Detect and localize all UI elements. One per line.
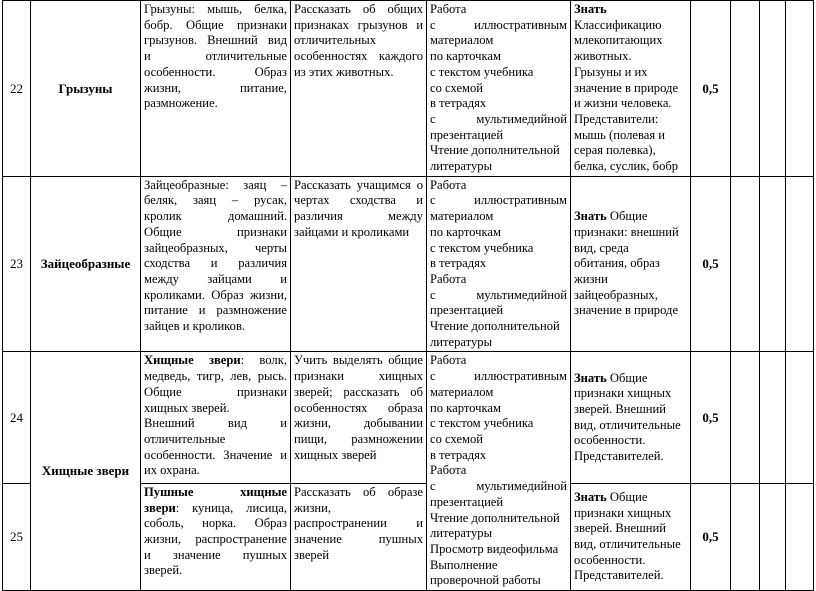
empty-cell <box>760 1 786 177</box>
lesson-goal <box>291 176 427 352</box>
content-line: зверей. <box>144 563 183 578</box>
goal-line: Рассказать учащимся о <box>294 177 423 192</box>
content-line: и значение пушных <box>144 547 287 562</box>
goal-line: пищи, размножении <box>294 431 423 446</box>
work-line: с иллюстративным <box>430 369 567 384</box>
work-line: презентацией <box>430 494 504 509</box>
work-line: материалом <box>430 384 494 399</box>
empty-cell <box>731 483 760 590</box>
goal-line: Рассказать об общих <box>294 2 423 16</box>
know-line: белка, суслик, бобр <box>574 159 679 174</box>
know-line: Общие <box>606 489 648 504</box>
work-line: презентацией <box>430 127 504 142</box>
content-line: Общие признаки <box>144 384 287 399</box>
work-line: с иллюстративным <box>430 17 567 32</box>
know-line: признаки хищных <box>574 505 672 520</box>
work-line: Работа <box>430 271 467 286</box>
knowledge-requirements <box>571 483 691 590</box>
work-line: Чтение дополнительной <box>430 510 560 525</box>
empty-cell <box>731 352 760 483</box>
work-line: Работа <box>430 177 467 192</box>
empty-cell <box>760 483 786 590</box>
work-forms <box>427 352 571 591</box>
work-line: Чтение дополнительной <box>430 143 560 158</box>
know-line: вид, отличительные <box>574 536 681 551</box>
goal-line: распространении и <box>294 516 423 531</box>
lesson-number: 23 <box>3 176 31 352</box>
content-line: Внешний вид и <box>144 416 287 431</box>
work-line: с мультимедийной <box>430 287 567 302</box>
work-line: со схемой <box>430 80 484 95</box>
work-line: презентацией <box>430 303 504 318</box>
lesson-topic: Грызуны <box>31 1 141 177</box>
lesson-topic: Хищные звери <box>31 352 141 591</box>
work-line: с текстом учебника <box>430 240 534 255</box>
know-line: и жизни человека. <box>574 96 672 111</box>
know-line: признаки хищных <box>574 386 672 401</box>
know-line: млекопитающих <box>574 33 663 48</box>
content-label: Хищные звери <box>144 353 241 368</box>
content-line: : куница, лисица, <box>175 500 287 515</box>
know-label: Знать <box>574 2 607 16</box>
lesson-goal <box>291 352 427 483</box>
content-line: их охрана. <box>144 463 200 478</box>
work-line: материалом <box>430 209 494 224</box>
work-line: в тетрадях <box>430 96 487 111</box>
work-line: по карточкам <box>430 400 501 415</box>
goal-line: особенностях каждого <box>294 49 423 64</box>
work-line: в тетрадях <box>430 256 487 271</box>
know-line: Представители: <box>574 111 659 126</box>
score: 0,5 <box>691 1 731 177</box>
empty-cell <box>786 176 814 352</box>
content-line: : волк, <box>240 353 287 368</box>
goal-line: зайцами и кроликами <box>294 224 410 239</box>
work-line: Работа <box>430 463 467 478</box>
goal-line: Учить выделять общие <box>294 353 423 368</box>
content-line: размножение. <box>144 96 218 111</box>
empty-cell <box>760 352 786 483</box>
work-line: литературы <box>430 526 493 541</box>
goal-line: признаках грызунов и <box>294 17 423 32</box>
empty-cell <box>731 176 760 352</box>
empty-cell <box>760 176 786 352</box>
work-line: литературы <box>430 334 493 349</box>
goal-line: Рассказать об образе <box>294 484 423 499</box>
content-line: питание и размножение <box>144 303 287 318</box>
know-line: особенности. <box>574 433 646 448</box>
know-line: вид, отличительные <box>574 417 681 432</box>
work-line: Работа <box>430 2 467 16</box>
goal-line: из этих животных. <box>294 64 394 79</box>
lesson-number: 24 <box>3 352 31 483</box>
empty-cell <box>731 1 760 177</box>
goal-line: хищных зверей <box>294 447 377 462</box>
content-line: зайцеобразных, черты <box>144 240 287 255</box>
work-line: по карточкам <box>430 224 501 239</box>
empty-cell <box>786 352 814 483</box>
content-line: жизни, питание, <box>144 80 287 95</box>
content-line: кролик домашний. <box>144 209 287 224</box>
know-label: Знать <box>574 489 607 504</box>
work-line: с иллюстративным <box>430 193 567 208</box>
know-line: жизни <box>574 271 608 286</box>
content-line: бобр. Общие признаки <box>144 17 287 32</box>
knowledge-requirements <box>571 1 691 177</box>
content-line: медведь, тигр, лев, рысь. <box>144 369 287 384</box>
work-line: Работа <box>430 353 467 368</box>
content-line: Зайцеобразные: заяц – <box>144 177 287 192</box>
know-line: Общие <box>606 370 648 385</box>
lesson-content <box>141 176 291 352</box>
know-line: зверей. Внешний <box>574 401 667 416</box>
lesson-plan-table <box>2 0 814 591</box>
work-line: с мультимедийной <box>430 479 567 494</box>
know-line: Представителей. <box>574 449 664 464</box>
work-forms <box>427 176 571 352</box>
know-line: значение в природе <box>574 80 679 95</box>
know-line: признаки: внешний <box>574 224 679 239</box>
know-line: серая полевка), <box>574 143 656 158</box>
goal-line: зверей <box>294 547 330 562</box>
goal-line: различия между <box>294 209 423 224</box>
know-line: вид, среда <box>574 240 629 255</box>
know-line: зайцеобразных, <box>574 287 658 302</box>
lesson-content <box>141 483 291 590</box>
content-line: грызунов. Внешний вид <box>144 33 287 48</box>
content-line: соболь, норка. Образ <box>144 516 287 531</box>
goal-line: жизни, добывании <box>294 416 423 431</box>
content-line: беляк, заяц – русак, <box>144 193 287 208</box>
content-line: Общие признаки <box>144 224 287 239</box>
content-line: хищных зверей. <box>144 400 230 415</box>
content-line: Грызуны: мышь, белка, <box>144 2 287 16</box>
lesson-number: 22 <box>3 1 31 177</box>
know-label: Знать <box>574 209 607 224</box>
score: 0,5 <box>691 352 731 483</box>
content-line: между зайцами и <box>144 271 287 286</box>
goal-line: чертах сходства и <box>294 193 423 208</box>
lesson-number: 25 <box>3 483 31 590</box>
work-line: с текстом учебника <box>430 64 534 79</box>
empty-cell <box>786 1 814 177</box>
know-line: Грызуны и их <box>574 64 648 79</box>
content-label: Пушные хищные <box>144 484 287 499</box>
work-line: с текстом учебника <box>430 416 534 431</box>
work-line: литературы <box>430 159 493 174</box>
content-label: звери <box>144 500 176 515</box>
content-line: сходства и различия <box>144 256 287 271</box>
know-line: значение в природе <box>574 303 679 318</box>
know-line: Представителей. <box>574 568 664 583</box>
work-forms <box>427 1 571 177</box>
score: 0,5 <box>691 176 731 352</box>
work-line: материалом <box>430 33 494 48</box>
content-line: зайцев и кроликов. <box>144 319 246 334</box>
work-line: Выполнение <box>430 557 498 572</box>
content-line: отличительные <box>144 431 226 446</box>
know-line: мышь (полевая и <box>574 127 666 142</box>
know-line: животных. <box>574 49 632 64</box>
work-line: со схемой <box>430 431 484 446</box>
work-line: проверочной работы <box>430 573 541 588</box>
know-line: Классификацию <box>574 17 662 32</box>
know-line: особенности. <box>574 552 646 567</box>
work-line: Чтение дополнительной <box>430 319 560 334</box>
lesson-goal <box>291 483 427 590</box>
lesson-content <box>141 1 291 177</box>
work-line: Просмотр видеофильма <box>430 541 559 556</box>
work-line: с мультимедийной <box>430 111 567 126</box>
empty-cell <box>786 483 814 590</box>
table-row <box>3 1 814 177</box>
content-line: кроликами. Образ жизни, <box>144 287 287 302</box>
work-line: в тетрадях <box>430 447 487 462</box>
know-line: зверей. Внешний <box>574 521 667 536</box>
goal-line: зверей; рассказать об <box>294 384 423 399</box>
content-line: особенности. Значение и <box>144 447 287 462</box>
know-label: Знать <box>574 370 607 385</box>
goal-line: признаки хищных <box>294 369 423 384</box>
knowledge-requirements <box>571 176 691 352</box>
know-line: обитания, образ <box>574 256 660 271</box>
lesson-goal <box>291 1 427 177</box>
goal-line: значение пушных <box>294 531 423 546</box>
lesson-content <box>141 352 291 483</box>
goal-line: особенностях образа <box>294 400 423 415</box>
goal-line: отличительных <box>294 33 377 48</box>
know-line: Общие <box>606 209 648 224</box>
lesson-topic: Зайцеобразные <box>31 176 141 352</box>
goal-line: жизни, <box>294 500 332 515</box>
knowledge-requirements <box>571 352 691 483</box>
score: 0,5 <box>691 483 731 590</box>
table-row <box>3 176 814 352</box>
table-row <box>3 352 814 483</box>
work-line: по карточкам <box>430 49 501 64</box>
content-line: особенности. Образ <box>144 64 287 79</box>
content-line: и отличительные <box>144 49 287 64</box>
content-line: жизни, распространение <box>144 531 287 546</box>
